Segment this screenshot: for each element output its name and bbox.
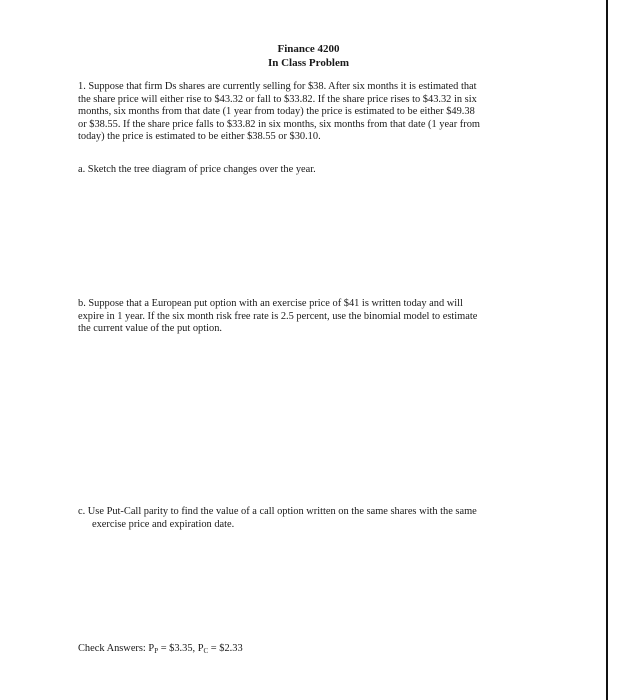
page-edge-divider: [606, 0, 608, 700]
part-b: [78, 298, 477, 336]
call-value: = $2.33: [208, 643, 243, 654]
question-1: [78, 81, 480, 144]
problem-subtitle: In Class Problem: [267, 57, 350, 69]
put-value: = $3.35, P: [158, 643, 204, 654]
check-answers-label: Check Answers: P: [78, 643, 155, 654]
question-1-line: months, six months from that date (1 year from today) the price is estimated to be either $49.38: [78, 106, 475, 117]
question-1-line: the share price will either rise to $43.32 or fall to $33.82. If the share price rises to $43.32 in six: [78, 93, 477, 105]
part-a: [78, 164, 316, 177]
part-c-line: exercise price and expiration date.: [92, 518, 235, 530]
question-1-line: or $38.55. If the share price falls to $33.82 in six months, six months from that date (1 year from: [78, 118, 480, 130]
question-1-line: 1. Suppose that firm Ds shares are currently selling for $38. After six months it is estimated that: [78, 81, 477, 92]
part-b-line: expire in 1 year. If the six month risk free rate is 2.5 percent, use the binomial model to estimate: [78, 310, 478, 322]
part-b-line: the current value of the put option.: [78, 323, 222, 334]
put-subscript: P: [154, 647, 159, 655]
course-title: Finance 4200: [277, 43, 340, 55]
part-b-line: b. Suppose that a European put option with an exercise price of $41 is written today and will: [78, 298, 463, 309]
check-answers: [78, 643, 243, 658]
call-subscript: C: [203, 647, 209, 655]
part-c-line: c. Use Put-Call parity to find the value of a call option written on the same shares with the same: [78, 506, 477, 517]
question-1-line: today) the price is estimated to be either $38.55 or $30.10.: [78, 131, 321, 142]
part-c: [78, 506, 477, 531]
part-a-text: a. Sketch the tree diagram of price changes over the year.: [78, 164, 316, 175]
